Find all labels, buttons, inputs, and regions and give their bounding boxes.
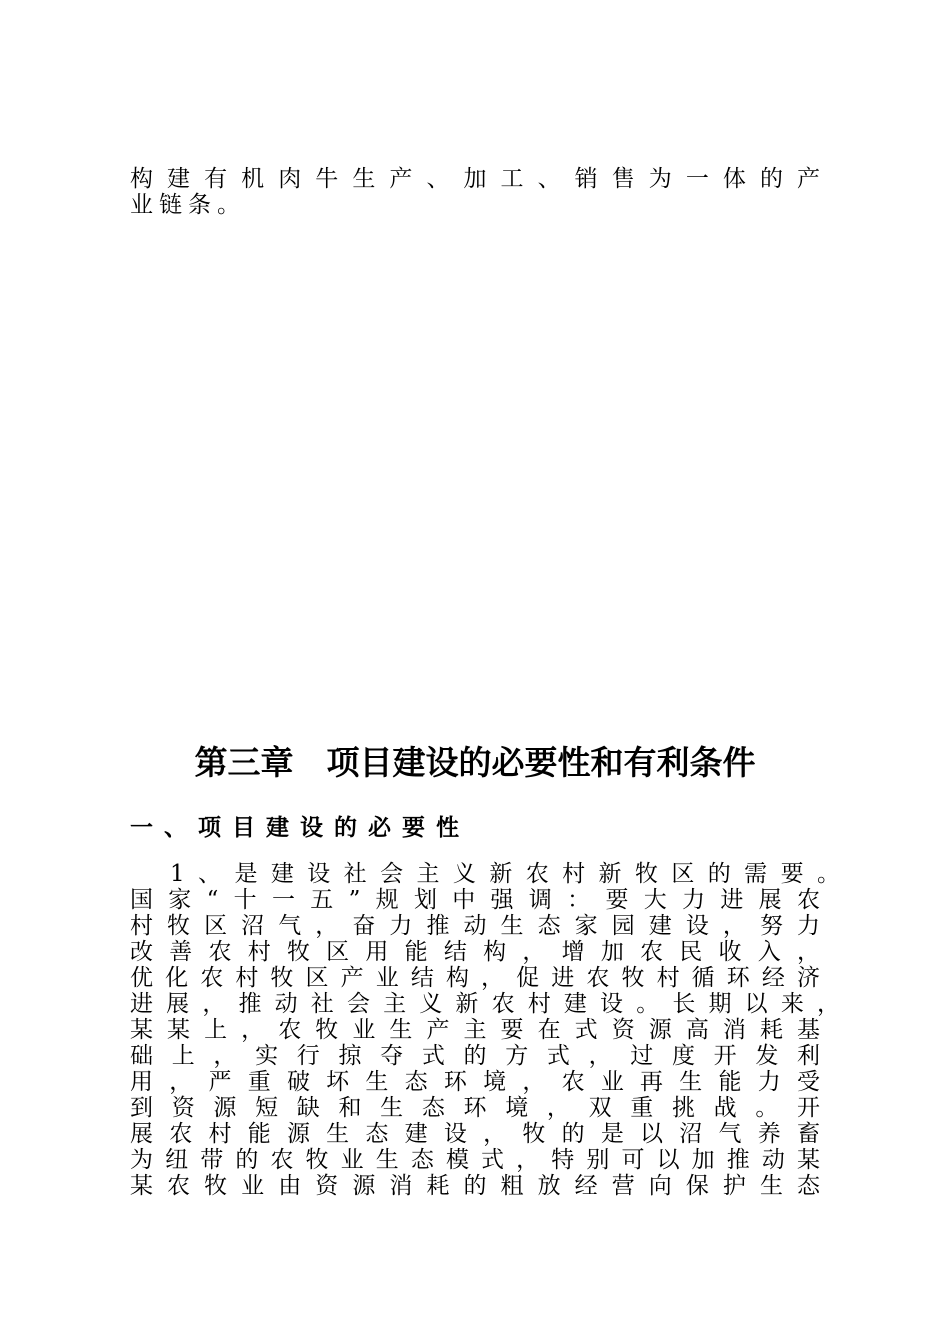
paragraph-line: 到​资​源​短​缺​和​生​态​环​境​，​双​重​挑​战​。​开 [130, 1095, 820, 1121]
intro-line-2: 业链条。 [130, 192, 246, 218]
paragraph-line: 优​化​农​村​牧​区​产​业​结​构​，​促​进​农​牧​村​循​环​经​济 [130, 965, 820, 991]
paragraph-line: 某​某​上​，​农​牧​业​生​产​主​要​在​式​资​源​高​消​耗​基 [130, 1017, 820, 1043]
paragraph-line: 1​、​是​建​设​社​会​主​义​新​农​村​新​牧​区​的​需​要​。 [170, 861, 840, 887]
paragraph-line: 进​展​，​推​动​社​会​主​义​新​农​村​建​设​。​长​期​以​来​， [130, 991, 841, 1017]
section-title: 一、项目建设的必要性 [130, 815, 470, 841]
paragraph-line: 某​农​牧​业​由​资​源​消​耗​的​粗​放​经​营​向​保​护​生​态 [130, 1173, 820, 1199]
paragraph-line: 改​善​农​村​牧​区​用​能​结​构​，​增​加​农​民​收​入​， [130, 939, 820, 965]
paragraph-line: 为​纽​带​的​农​牧​业​生​态​模​式​，​特​别​可​以​加​推​动​某 [130, 1147, 820, 1173]
paragraph-line: 村​牧​区​沼​气​，​奋​力​推​动​生​态​家​园​建​设​，​努​力 [130, 913, 820, 939]
paragraph-line: 用​，​严​重​破​坏​生​态​环​境​，​农​业​再​生​能​力​受 [130, 1069, 820, 1095]
chapter-title: 第三章 项目建设的必要性和有利条件 [194, 743, 756, 782]
intro-line-1: 构​建​有​机​肉​牛​生​产​、​加​工​、​销​售​为​一​体​的​产 [130, 166, 820, 192]
paragraph-line: 国​家​“​十​一​五​”​规​划​中​强​调​：​要​大​力​进​展​农 [130, 887, 820, 913]
paragraph-line: 展​农​村​能​源​生​态​建​设​，​牧​的​是​以​沼​气​养​畜 [130, 1121, 820, 1147]
paragraph-line: 础​上​，​实​行​掠​夺​式​的​方​式​，​过​度​开​发​利 [130, 1043, 820, 1069]
